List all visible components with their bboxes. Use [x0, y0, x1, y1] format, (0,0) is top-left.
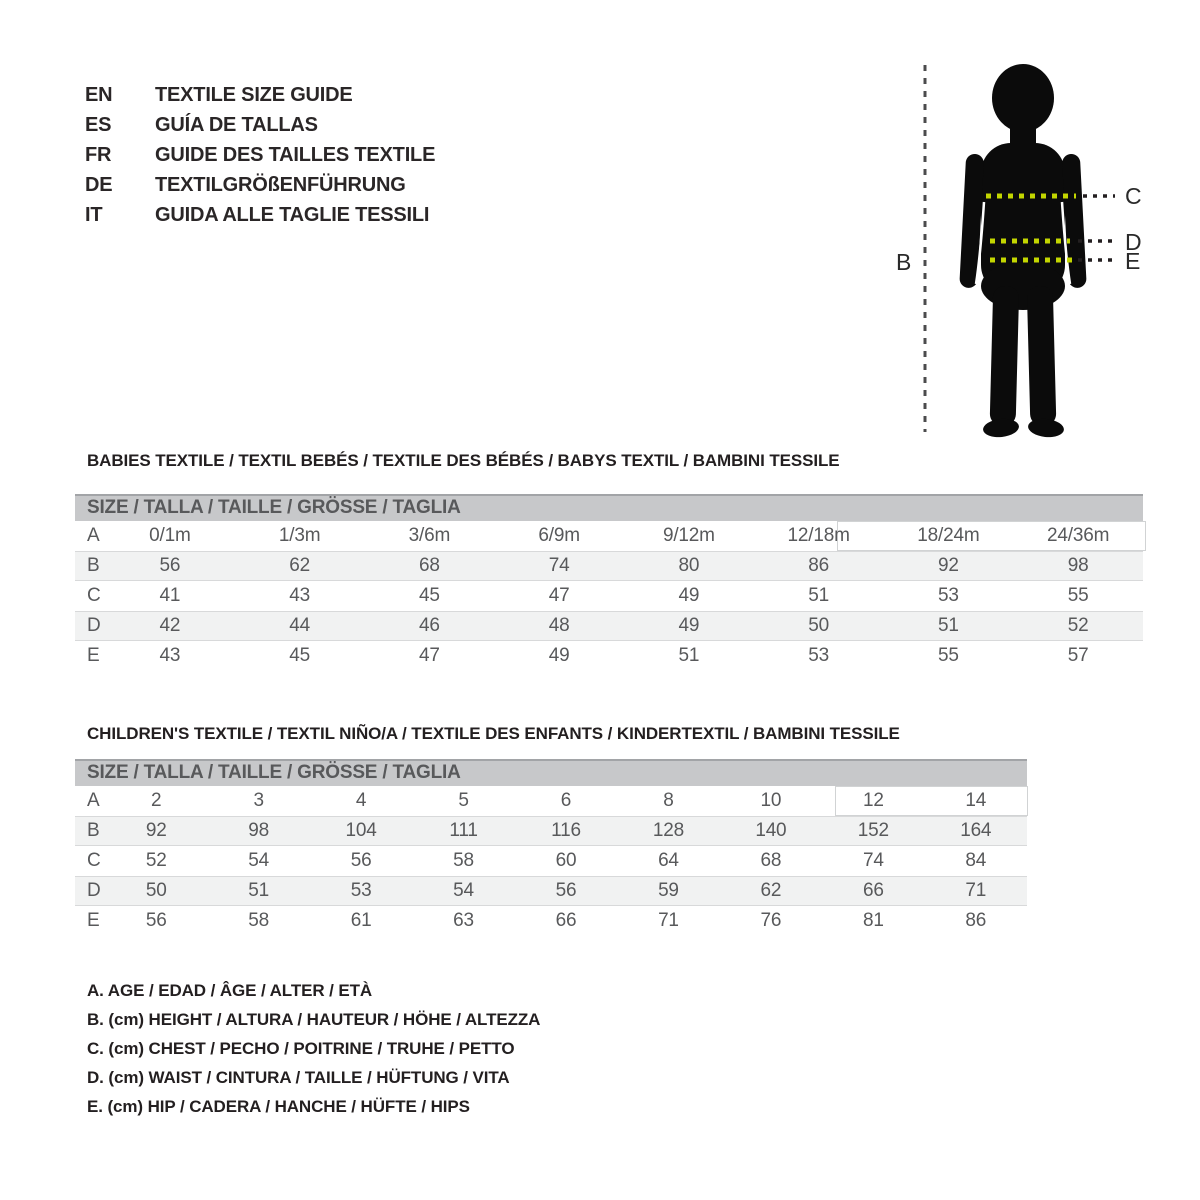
language-title-list	[85, 80, 435, 230]
size-cell: 42	[159, 615, 181, 636]
hip-label: E	[1125, 248, 1141, 274]
size-cell: 86	[965, 910, 987, 931]
child-measurement-figure	[880, 40, 1180, 460]
size-cell: 59	[658, 880, 679, 901]
size-cell: 55	[1067, 585, 1089, 606]
size-cell: 51	[248, 880, 270, 901]
size-cell: 3/6m	[408, 525, 451, 546]
size-cell: 47	[548, 585, 570, 606]
size-cell: 47	[419, 645, 440, 666]
size-cell: 46	[419, 615, 440, 636]
size-cell: 62	[289, 555, 310, 576]
child-silhouette	[959, 64, 1087, 439]
size-cell: 49	[678, 615, 700, 636]
size-cell: 4	[355, 790, 367, 811]
size-cell: 43	[289, 585, 310, 606]
size-cell: 55	[938, 645, 959, 666]
legend-line: E. (cm) HIP / CADERA / HANCHE / HÜFTE / HIPS	[87, 1097, 470, 1116]
size-cell: 116	[551, 820, 581, 841]
legend-line: A. AGE / EDAD / ÂGE / ALTER / ETÀ	[87, 981, 373, 1000]
size-cell: 51	[938, 615, 959, 636]
legend-line: D. (cm) WAIST / CINTURA / TAILLE / HÜFTUNG / VITA	[87, 1068, 510, 1087]
size-cell: 76	[760, 910, 782, 931]
size-cell: 61	[350, 910, 372, 931]
language-row-de	[85, 170, 435, 200]
size-cell: 41	[159, 585, 181, 606]
legend-line: B. (cm) HEIGHT / ALTURA / HAUTEUR / HÖHE / ALTEZZA	[87, 1010, 541, 1029]
size-cell: 74	[548, 555, 570, 576]
size-cell: 51	[678, 645, 700, 666]
size-cell: 9/12m	[662, 525, 715, 546]
size-cell: 111	[449, 820, 478, 841]
size-cell: 62	[760, 880, 782, 901]
size-cell: 6/9m	[538, 525, 580, 546]
size-cell: 14	[965, 790, 987, 811]
row-key: A	[87, 790, 100, 811]
language-title: TEXTILE SIZE GUIDE	[155, 83, 353, 106]
size-cell: 66	[862, 880, 884, 901]
size-cell: 52	[1067, 615, 1089, 636]
waist-label: D	[1125, 229, 1142, 255]
table-row-E	[75, 906, 1027, 936]
size-cell: 152	[857, 820, 889, 841]
size-cell: 57	[1067, 645, 1089, 666]
table-row-C	[75, 846, 1027, 876]
chest-label: C	[1125, 183, 1142, 209]
size-cell: 8	[663, 790, 674, 811]
size-cell: 68	[760, 850, 782, 871]
size-cell: 56	[555, 880, 577, 901]
size-header-bar: SIZE / TALLA / TAILLE / GRÖSSE / TAGLIA	[75, 494, 1143, 521]
size-cell: 44	[289, 615, 310, 636]
table-row-A	[75, 521, 1143, 551]
size-cell: 43	[159, 645, 181, 666]
size-cell: 53	[938, 585, 959, 606]
table-row-B	[75, 551, 1143, 581]
language-code: EN	[85, 83, 113, 106]
height-label: B	[896, 249, 912, 275]
size-cell: 52	[145, 850, 167, 871]
size-cell: 54	[248, 850, 270, 871]
row-key: B	[87, 820, 100, 841]
table-row-A	[75, 786, 1027, 816]
language-code: IT	[85, 203, 103, 226]
size-cell: 1/3m	[278, 525, 321, 546]
size-cell: 92	[145, 820, 167, 841]
table-row-B	[75, 816, 1027, 846]
row-key: C	[87, 585, 101, 606]
size-cell: 53	[350, 880, 372, 901]
language-title: GUIDE DES TAILLES TEXTILE	[155, 143, 436, 166]
size-cell: 63	[453, 910, 474, 931]
size-cell: 81	[862, 910, 884, 931]
table-row-E	[75, 641, 1143, 671]
language-title: GUIDA ALLE TAGLIE TESSILI	[155, 203, 430, 226]
size-cell: 56	[145, 910, 167, 931]
size-cell: 45	[289, 645, 310, 666]
size-cell: 80	[678, 555, 700, 576]
size-cell: 66	[555, 910, 577, 931]
size-cell: 50	[808, 615, 829, 636]
size-cell: 92	[938, 555, 959, 576]
size-cell: 98	[1067, 555, 1089, 576]
size-cell: 54	[453, 880, 474, 901]
language-code: DE	[85, 173, 113, 196]
size-cell: 53	[808, 645, 829, 666]
row-key: A	[87, 525, 100, 546]
children-section-heading: CHILDREN'S TEXTILE / TEXTIL NIÑO/A / TEXTILE DES ENFANTS / KINDERTEXTIL / BAMBINI TESSILE	[87, 724, 900, 743]
size-cell: 104	[345, 820, 377, 841]
size-cell: 64	[658, 850, 679, 871]
size-cell: 56	[159, 555, 181, 576]
size-cell: 60	[555, 850, 577, 871]
language-row-fr	[85, 140, 435, 170]
language-title: TEXTILGRÖßENFÜHRUNG	[155, 173, 406, 196]
row-key: D	[87, 880, 101, 901]
size-cell: 3	[253, 790, 264, 811]
size-cell: 6	[560, 790, 572, 811]
size-cell: 12/18m	[787, 525, 850, 546]
measurement-legend	[87, 976, 540, 1121]
table-row-D	[75, 611, 1143, 641]
size-cell: 50	[145, 880, 167, 901]
size-cell: 18/24m	[917, 525, 980, 546]
language-title: GUÍA DE TALLAS	[155, 113, 318, 136]
babies-size-table	[75, 494, 1143, 671]
size-cell: 58	[248, 910, 270, 931]
size-cell: 10	[760, 790, 782, 811]
size-cell: 49	[678, 585, 700, 606]
size-cell: 128	[652, 820, 684, 841]
babies-section-heading: BABIES TEXTILE / TEXTIL BEBÉS / TEXTILE DES BÉBÉS / BABYS TEXTIL / BAMBINI TESSILE	[87, 451, 840, 470]
legend-line: C. (cm) CHEST / PECHO / POITRINE / TRUHE / PETTO	[87, 1039, 515, 1058]
size-cell: 86	[808, 555, 829, 576]
language-row-it	[85, 200, 435, 230]
size-cell: 74	[862, 850, 884, 871]
language-row-es	[85, 110, 435, 140]
size-cell: 164	[960, 820, 992, 841]
size-cell: 71	[658, 910, 679, 931]
row-key: E	[87, 910, 100, 931]
table-row-D	[75, 876, 1027, 906]
figure-svg	[880, 40, 1180, 460]
row-key: B	[87, 555, 100, 576]
size-cell: 58	[453, 850, 474, 871]
size-cell: 2	[151, 790, 162, 811]
size-cell: 140	[755, 820, 787, 841]
size-cell: 84	[965, 850, 987, 871]
size-cell: 98	[248, 820, 270, 841]
language-row-en	[85, 80, 435, 110]
row-key: E	[87, 645, 100, 666]
size-header-bar: SIZE / TALLA / TAILLE / GRÖSSE / TAGLIA	[75, 759, 1027, 786]
children-size-table	[75, 759, 1027, 936]
row-key: D	[87, 615, 101, 636]
table-row-C	[75, 581, 1143, 611]
size-cell: 71	[965, 880, 987, 901]
size-cell: 0/1m	[149, 525, 191, 546]
size-cell: 5	[458, 790, 469, 811]
size-cell: 12	[862, 790, 884, 811]
size-cell: 51	[808, 585, 829, 606]
row-key: C	[87, 850, 101, 871]
language-code: ES	[85, 113, 112, 136]
size-cell: 24/36m	[1047, 525, 1110, 546]
size-cell: 49	[548, 645, 570, 666]
size-cell: 45	[419, 585, 440, 606]
size-cell: 68	[419, 555, 440, 576]
size-cell: 56	[350, 850, 372, 871]
size-cell: 48	[548, 615, 570, 636]
language-code: FR	[85, 143, 112, 166]
